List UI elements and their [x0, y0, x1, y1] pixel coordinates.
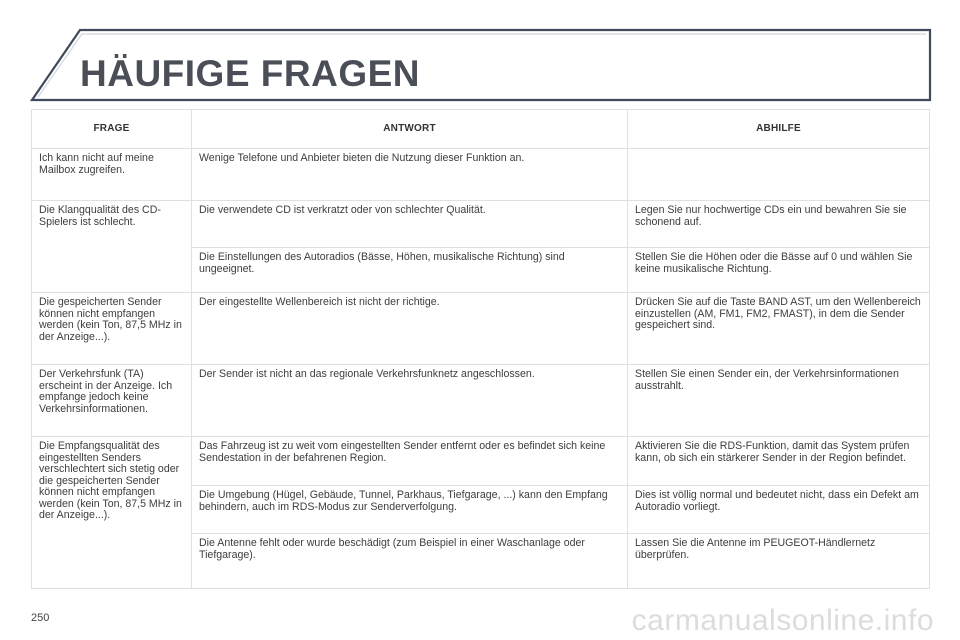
page-number: 250: [31, 612, 50, 624]
table-row: [32, 149, 930, 201]
table-row: [32, 201, 930, 248]
frage-cell: Die Klangqualität des CD-Spielers ist schlecht.: [32, 201, 192, 293]
antwort-cell: Die Antenne fehlt oder wurde beschädigt (zum Beispiel in einer Waschanlage oder Tiefgarage).: [192, 534, 628, 589]
antwort-cell: Die Einstellungen des Autoradios (Bässe, Höhen, musikalische Richtung) sind ungeeignet.: [192, 248, 628, 293]
abhilfe-cell: Drücken Sie auf die Taste BAND AST, um den Wellenbereich einzustellen (AM, FM1, FM2, FMAST), in dem die Sender gespeichert sind.: [628, 293, 930, 365]
antwort-cell: Die Umgebung (Hügel, Gebäude, Tunnel, Parkhaus, Tiefgarage, ...) kann den Empfang behindern, auch im RDS-Modus zur Senderverfolgung.: [192, 486, 628, 534]
abhilfe-cell: Aktivieren Sie die RDS-Funktion, damit das System prüfen kann, ob sich ein stärkerer Sender in der Region befindet.: [628, 437, 930, 486]
column-header-frage: FRAGE: [32, 110, 192, 149]
antwort-cell: Wenige Telefone und Anbieter bieten die Nutzung dieser Funktion an.: [192, 149, 628, 201]
antwort-cell: Der Sender ist nicht an das regionale Verkehrsfunknetz angeschlossen.: [192, 365, 628, 437]
frage-cell: Ich kann nicht auf meine Mailbox zugreifen.: [32, 149, 192, 201]
frage-cell: Die Empfangsqualität des eingestellten Senders verschlechtert sich stetig oder die gespeicherten Sender können nicht empfangen werden (kein Ton, 87,5 MHz in der Anzeige...).: [32, 437, 192, 589]
table-row: [32, 293, 930, 365]
abhilfe-cell: Stellen Sie die Höhen oder die Bässe auf 0 und wählen Sie keine musikalische Richtung.: [628, 248, 930, 293]
antwort-cell: Der eingestellte Wellenbereich ist nicht der richtige.: [192, 293, 628, 365]
antwort-cell: Das Fahrzeug ist zu weit vom eingestellten Sender entfernt oder es befindet sich keine Sendestation in der befahrenen Region.: [192, 437, 628, 486]
abhilfe-cell: Legen Sie nur hochwertige CDs ein und bewahren Sie sie schonend auf.: [628, 201, 930, 248]
abhilfe-cell: Lassen Sie die Antenne im PEUGEOT-Händlernetz überprüfen.: [628, 534, 930, 589]
antwort-cell: Die verwendete CD ist verkratzt oder von schlechter Qualität.: [192, 201, 628, 248]
column-header-abhilfe: ABHILFE: [628, 110, 930, 149]
watermark: carmanualsonline.info: [631, 604, 934, 637]
abhilfe-cell: Stellen Sie einen Sender ein, der Verkehrsinformationen ausstrahlt.: [628, 365, 930, 437]
abhilfe-cell: [628, 149, 930, 201]
table-header-row: [32, 110, 930, 149]
faq-table: [31, 109, 930, 589]
table-row: [32, 437, 930, 486]
frage-cell: Der Verkehrsfunk (TA) erscheint in der Anzeige. Ich empfange jedoch keine Verkehrsinformationen.: [32, 365, 192, 437]
frage-cell: Die gespeicherten Sender können nicht empfangen werden (kein Ton, 87,5 MHz in der Anzeige...).: [32, 293, 192, 365]
table-row: [32, 365, 930, 437]
column-header-antwort: ANTWORT: [192, 110, 628, 149]
page-title: HÄUFIGE FRAGEN: [80, 53, 420, 94]
abhilfe-cell: Dies ist völlig normal und bedeutet nicht, dass ein Defekt am Autoradio vorliegt.: [628, 486, 930, 534]
